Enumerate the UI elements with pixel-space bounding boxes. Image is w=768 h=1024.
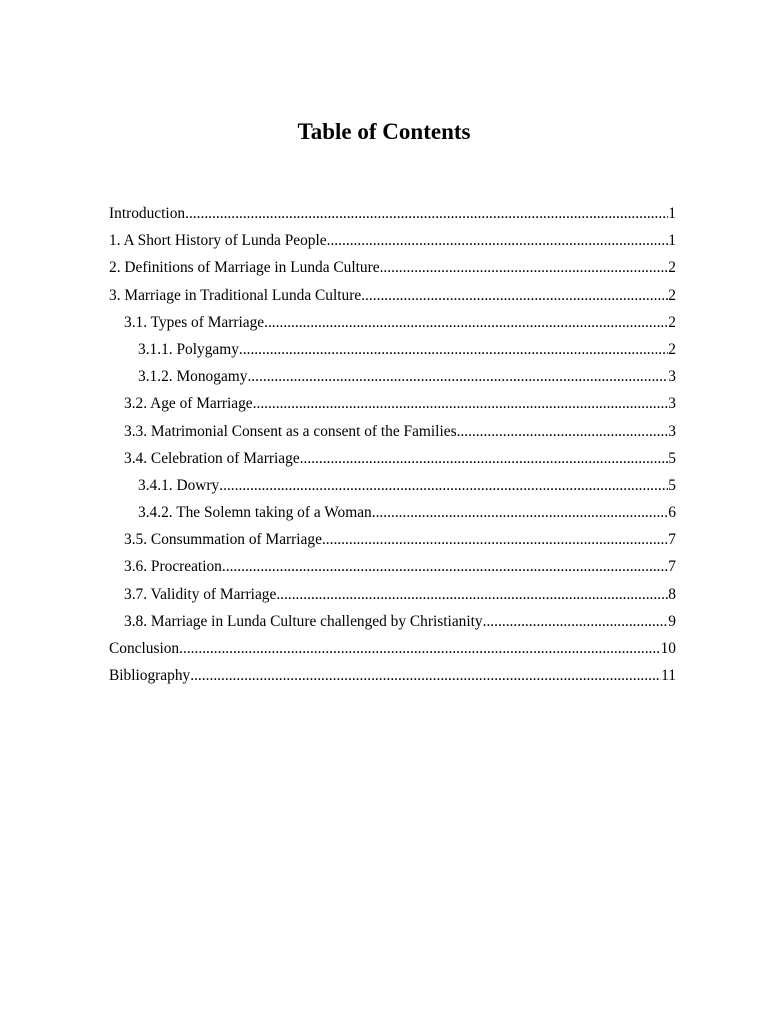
toc-leader-dots	[264, 309, 668, 336]
toc-entry-label: 3.1.1. Polygamy	[138, 340, 239, 358]
toc-entry-page-number: 5	[668, 449, 676, 467]
toc-entry-label: 3. Marriage in Traditional Lunda Culture	[109, 286, 362, 304]
toc-leader-dots	[247, 363, 668, 390]
toc-list	[109, 200, 676, 689]
toc-entry-label: Conclusion	[109, 640, 180, 657]
toc-entry-page-number: 7	[668, 558, 676, 576]
toc-entry-page-number: 9	[668, 612, 676, 630]
toc-entry-label: 3.5. Consummation of Marriage	[124, 531, 322, 549]
toc-leader-dots	[457, 418, 669, 445]
toc-entry[interactable]	[109, 309, 676, 336]
toc-entry[interactable]	[109, 553, 676, 580]
toc-entry-page-number: 1	[668, 205, 676, 222]
page-title: Table of Contents	[297, 119, 471, 144]
toc-entry-page-number: 8	[668, 585, 676, 603]
toc-entry-label: 3.1.2. Monogamy	[138, 368, 248, 386]
toc-leader-dots	[219, 472, 668, 499]
toc-entry-page-number: 2	[668, 286, 676, 304]
toc-leader-dots	[179, 635, 660, 662]
toc-leader-dots	[327, 227, 669, 254]
toc-entry-label: 3.7. Validity of Marriage	[124, 585, 277, 603]
toc-entry[interactable]	[109, 418, 676, 445]
toc-entry[interactable]	[109, 336, 676, 363]
toc-entry[interactable]	[109, 282, 676, 309]
toc-entry[interactable]	[109, 662, 676, 689]
toc-leader-dots	[483, 608, 669, 635]
toc-entry-label: 3.1. Types of Marriage	[124, 313, 265, 331]
toc-leader-dots	[361, 282, 668, 309]
toc-entry-label: Bibliography	[109, 667, 191, 685]
toc-entry-label: 2. Definitions of Marriage in Lunda Culture	[109, 259, 380, 277]
toc-entry-page-number: 2	[668, 313, 676, 331]
toc-entry[interactable]	[109, 227, 676, 254]
toc-entry-page-number: 3	[668, 368, 676, 386]
toc-entry-page-number: 2	[668, 340, 676, 358]
toc-entry-label: 3.4. Celebration of Marriage	[124, 449, 300, 467]
toc-leader-dots	[372, 499, 669, 526]
toc-entry-page-number: 2	[668, 259, 676, 277]
toc-entry-label: 3.2. Age of Marriage	[124, 395, 253, 413]
toc-entry[interactable]	[109, 526, 676, 553]
toc-entry-page-number: 6	[668, 504, 676, 522]
toc-entry-page-number: 3	[668, 395, 676, 413]
toc-entry[interactable]	[109, 472, 676, 499]
toc-entry-page-number: 10	[660, 640, 676, 657]
toc-entry-label: 3.4.2. The Solemn taking of a Woman	[138, 504, 372, 522]
toc-leader-dots	[222, 553, 668, 580]
toc-leader-dots	[380, 254, 669, 281]
toc-entry[interactable]	[109, 390, 676, 417]
toc-entry-label: 3.8. Marriage in Lunda Culture challenged by Christianity	[124, 612, 483, 630]
toc-entry[interactable]	[109, 581, 676, 608]
toc-leader-dots	[185, 200, 668, 227]
toc-entry[interactable]	[109, 200, 676, 227]
toc-leader-dots	[300, 445, 669, 472]
toc-entry-label: 3.3. Matrimonial Consent as a consent of the Families	[124, 422, 457, 440]
toc-entry[interactable]	[109, 635, 676, 662]
toc-entry-page-number: 7	[668, 531, 676, 549]
toc-leader-dots	[253, 390, 669, 417]
toc-entry[interactable]	[109, 499, 676, 526]
toc-entry[interactable]	[109, 445, 676, 472]
toc-entry-page-number: 11	[661, 667, 676, 685]
toc-entry-page-number: 5	[668, 476, 676, 494]
toc-leader-dots	[239, 336, 668, 363]
toc-entry-page-number: 1	[668, 232, 676, 250]
toc-leader-dots	[190, 662, 661, 689]
toc-leader-dots	[322, 526, 668, 553]
toc-entry[interactable]	[109, 254, 676, 281]
toc-entry-page-number: 3	[668, 422, 676, 440]
toc-entry[interactable]	[109, 363, 676, 390]
toc-entry[interactable]	[109, 608, 676, 635]
toc-entry-label: 3.6. Procreation	[124, 558, 222, 576]
toc-leader-dots	[276, 581, 668, 608]
toc-entry-label: 1. A Short History of Lunda People	[109, 232, 327, 250]
toc-entry-label: 3.4.1. Dowry	[138, 476, 220, 494]
toc-entry-label: Introduction	[109, 205, 186, 222]
